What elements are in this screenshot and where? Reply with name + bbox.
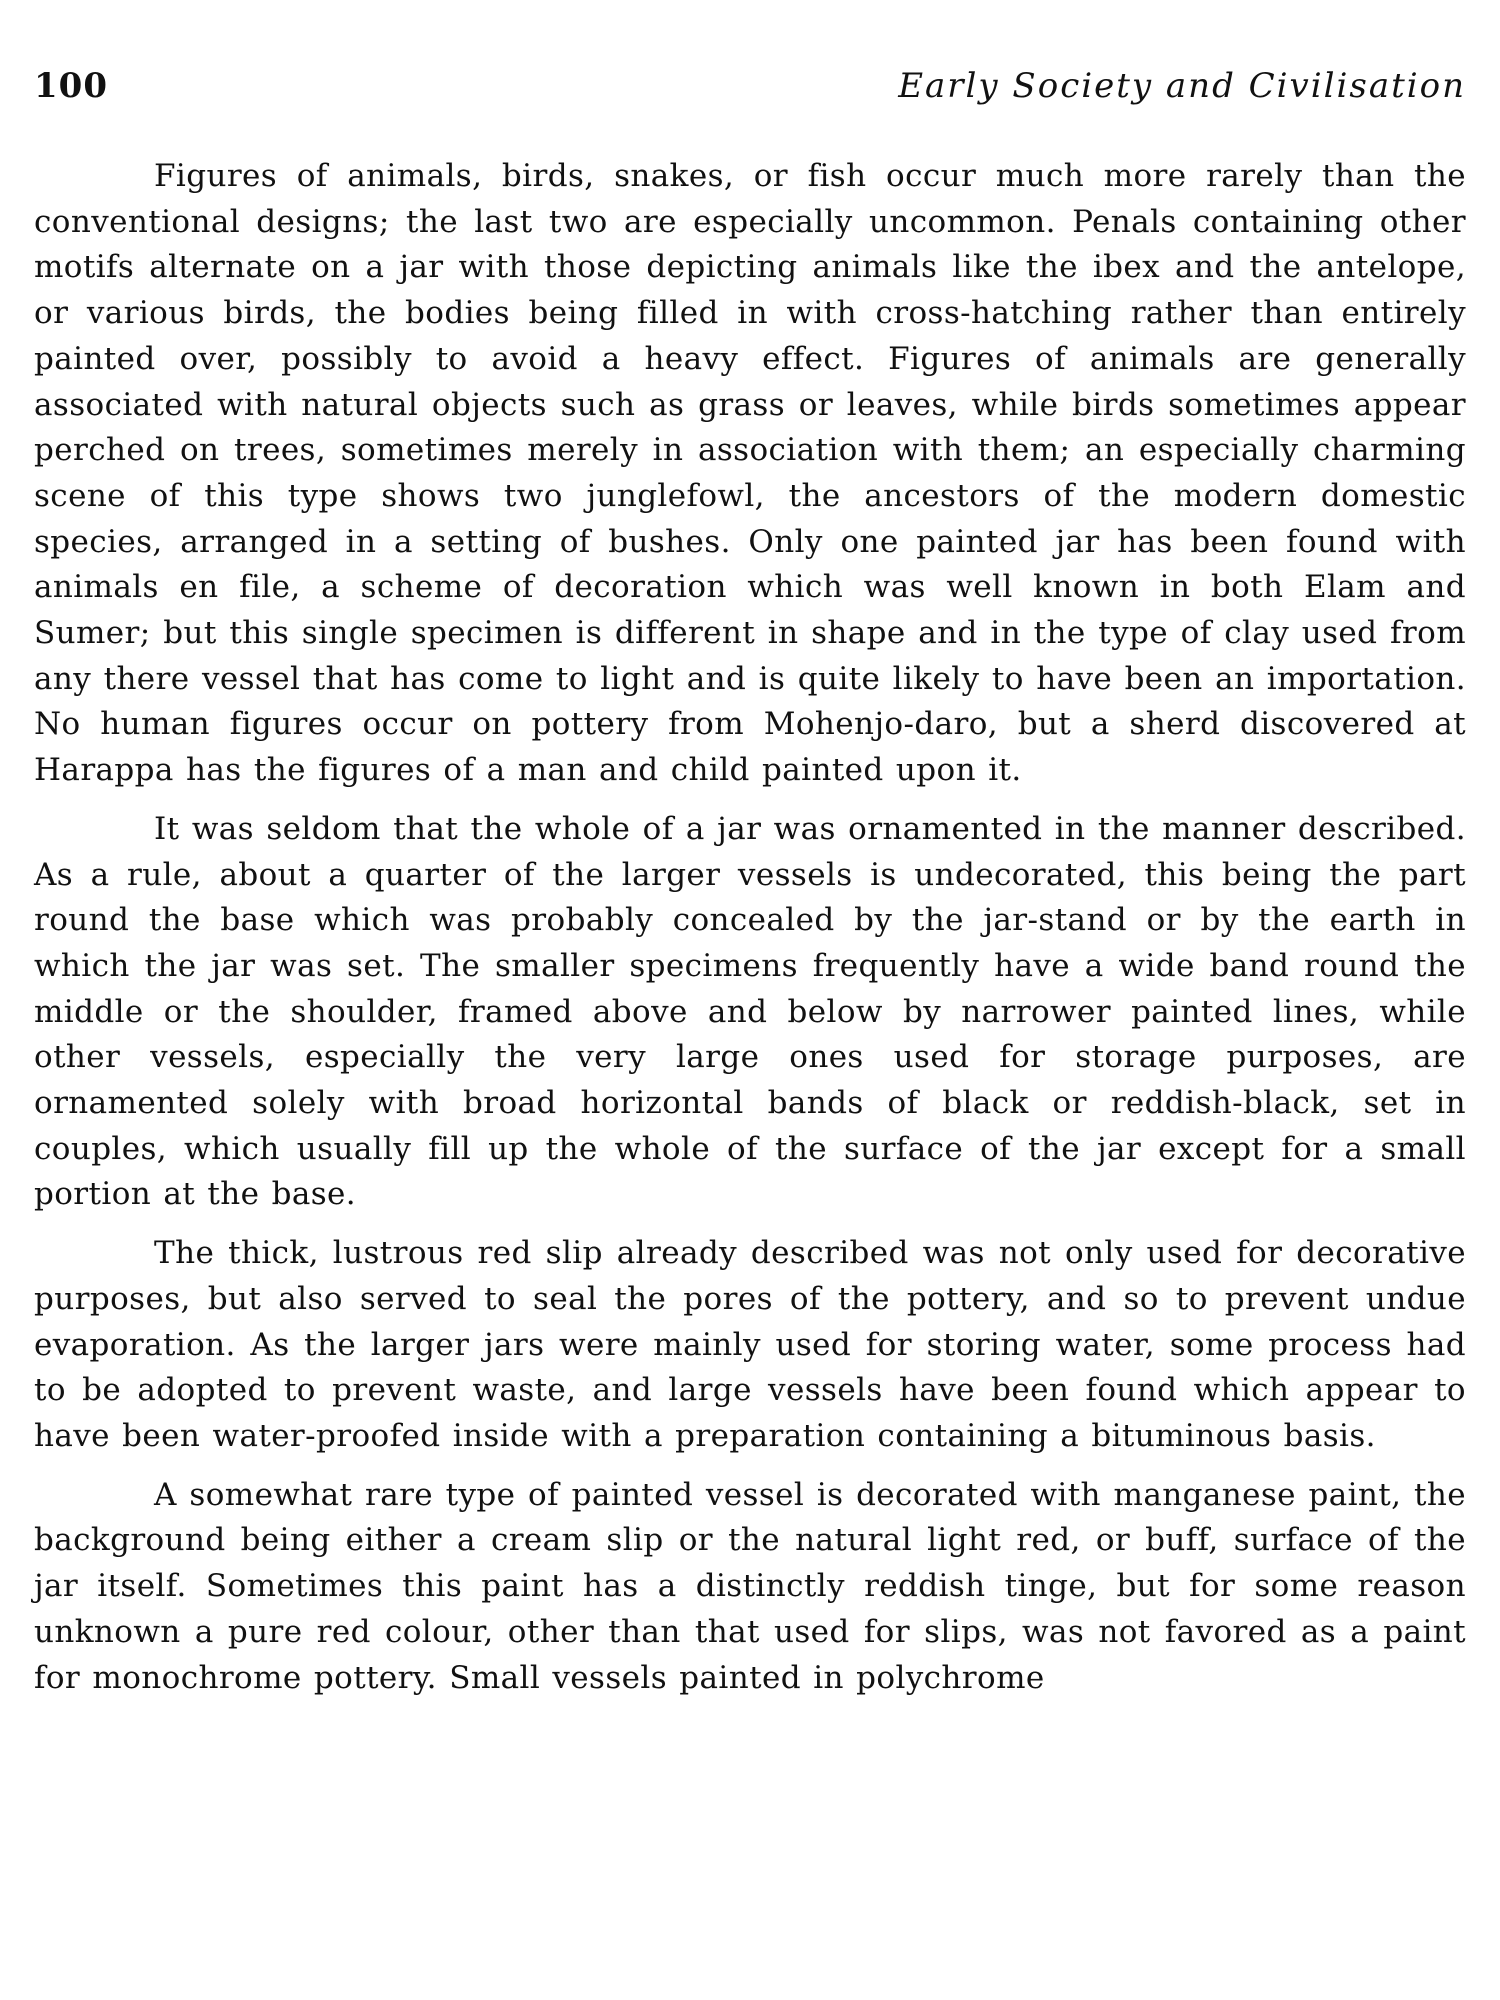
paragraph-manganese-paint: A somewhat rare type of painted vessel is decorated with manganese paint, the background being either a cream slip or the natural light red, or buff, surface of the jar itself. Sometimes this paint has a distinctly reddish tinge, but for some reason unknown a pure red colour, other than that used for slips, was not favored as a paint for monochrome pottery. Small vessels painted in polychrome bbox=[34, 1476, 1466, 1696]
body-text bbox=[34, 154, 1466, 1714]
paragraph-animal-figures: Figures of animals, birds, snakes, or fish occur much more rarely than the conventional designs; the last two are especially uncommon. Penals containing other motifs alternate on a jar with those depicting animals like the ibex and the antelope, or various birds, the bodies being filled in with cross-hatching rather than entirely painted over, possibly to avoid a heavy effect. Figures of animals are generally associated with natural objects such as grass or leaves, while birds sometimes appear perched on trees, sometimes merely in association with them; an especially charming scene of this type shows two junglefowl, the ancestors of the modern domestic species, arranged in a setting of bushes. Only one painted jar has been found with animals en file, a scheme of decoration which was well known in both Elam and Sumer; but this single specimen is different in shape and in the type of clay used from any there vessel that has come to light and is quite likely to have been an importation. No human figures occur on pottery from Mohenjo-daro, but a sherd discovered at Harappa has the figures of a man and child painted upon it. bbox=[34, 158, 1466, 789]
paragraph-jar-ornamentation: It was seldom that the whole of a jar was ornamented in the manner described. As a rule, about a quarter of the larger vessels is undecorated, this being the part round the base which was probably concealed by the jar-stand or by the earth in which the jar was set. The smaller specimens frequently have a wide band round the middle or the shoulder, framed above and below by narrower painted lines, while other vessels, especially the very large ones used for storage purposes, are ornamented solely with broad horizontal bands of black or reddish-black, set in couples, which usually fill up the whole of the surface of the jar except for a small portion at the base. bbox=[34, 810, 1466, 1213]
running-title: Early Society and Civilisation bbox=[898, 66, 1466, 106]
page-number: 100 bbox=[34, 66, 108, 106]
running-head bbox=[34, 64, 1466, 108]
paragraph-red-slip: The thick, lustrous red slip already described was not only used for decorative purposes, but also served to seal the pores of the pottery, and so to prevent undue evaporation. As the larger jars were mainly used for storing water, some process had to be adopted to prevent waste, and large vessels have been found which appear to have been water-proofed inside with a preparation containing a bituminous basis. bbox=[34, 1235, 1466, 1454]
